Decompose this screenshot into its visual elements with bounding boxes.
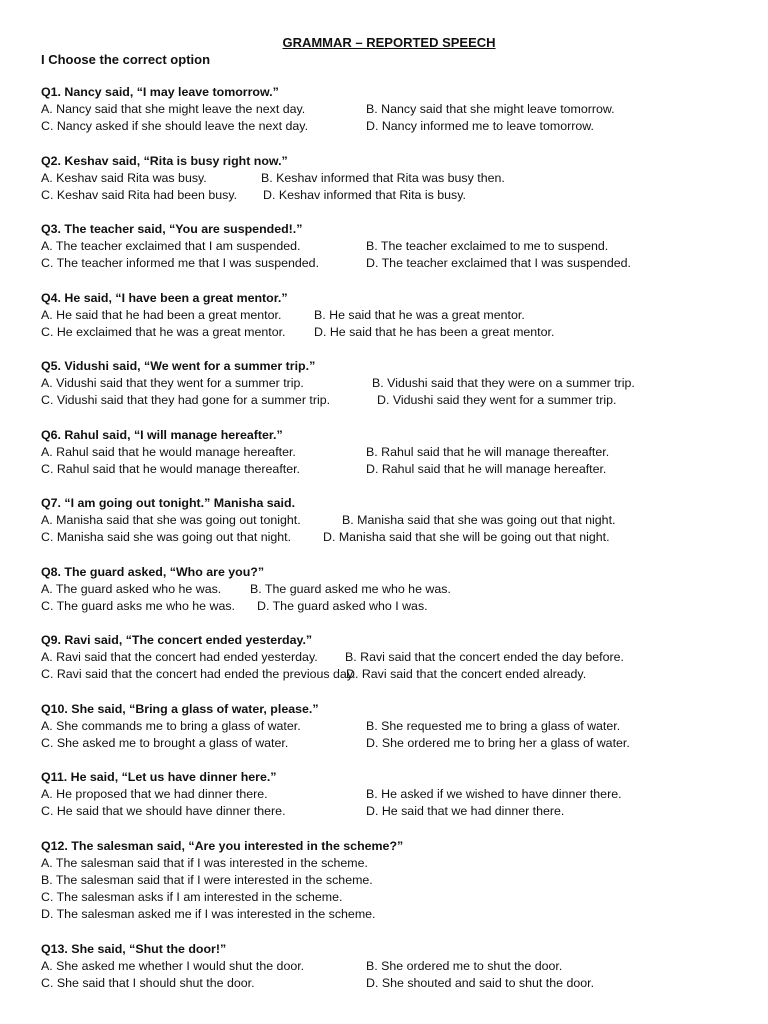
options-row: [41, 461, 741, 478]
options-row: [41, 666, 741, 683]
option-a: A. The teacher exclaimed that I am suspended.: [41, 239, 301, 254]
question-text: Q13. She said, “Shut the door!”: [41, 941, 227, 956]
option-c: C. She asked me to brought a glass of water.: [41, 735, 289, 750]
option-d: D. The salesman asked me if I was interested in the scheme.: [41, 907, 376, 922]
options-row: [41, 581, 741, 598]
option-d: D. She ordered me to bring her a glass of water.: [366, 735, 630, 750]
options-row: [41, 118, 741, 135]
options-row: [41, 187, 741, 204]
option-c: C. Ravi said that the concert had ended the previous day.: [41, 667, 356, 682]
option-c: C. The guard asks me who he was.: [41, 598, 235, 613]
option-c: C. The teacher informed me that I was suspended.: [41, 256, 320, 271]
options-row: [41, 375, 741, 392]
option-b: B. Vidushi said that they were on a summer trip.: [372, 376, 635, 391]
question-block: [41, 495, 741, 564]
options-row: [41, 735, 741, 752]
option-c: C. Rahul said that he would manage thereafter.: [41, 461, 300, 476]
options-row: [41, 255, 741, 272]
question-list: [41, 84, 741, 1009]
question-text: Q9. Ravi said, “The concert ended yesterday.”: [41, 633, 313, 647]
option-a: A. She asked me whether I would shut the door.: [41, 958, 305, 973]
question-block: [41, 427, 741, 496]
option-d: D. Ravi said that the concert ended already.: [346, 667, 587, 682]
question-block: [41, 290, 741, 359]
options-row: [41, 649, 741, 666]
options-row: [41, 975, 741, 992]
option-b: B. Nancy said that she might leave tomorrow.: [366, 102, 615, 117]
option-c: C. The salesman asks if I am interested in the scheme.: [41, 890, 343, 905]
question-text: Q3. The teacher said, “You are suspended!.”: [41, 222, 303, 236]
option-d: D. She shouted and said to shut the door.: [366, 975, 595, 990]
option-d: D. Manisha said that she will be going out that night.: [323, 530, 610, 545]
options-row: [41, 307, 741, 324]
option-c: C. Vidushi said that they had gone for a summer trip.: [41, 393, 331, 408]
question-text: Q12. The salesman said, “Are you interested in the scheme?”: [41, 838, 404, 853]
option-c: C. He said that we should have dinner there.: [41, 804, 286, 819]
option-b: B. He asked if we wished to have dinner there.: [366, 787, 622, 802]
option-b: B. The guard asked me who he was.: [250, 581, 451, 596]
options-row: [41, 324, 741, 341]
question-block: [41, 221, 741, 290]
options-row: [41, 512, 741, 529]
option-a: A. The guard asked who he was.: [41, 581, 222, 596]
option-b: B. Manisha said that she was going out that night.: [342, 513, 616, 528]
option-c: C. Manisha said she was going out that night.: [41, 530, 292, 545]
question-text: Q10. She said, “Bring a glass of water, please.”: [41, 701, 319, 716]
question-block: [41, 358, 741, 427]
option-a: A. Nancy said that she might leave the next day.: [41, 102, 306, 117]
worksheet-title: GRAMMAR – REPORTED SPEECH: [282, 35, 496, 50]
option-d: D. The teacher exclaimed that I was suspended.: [366, 256, 631, 271]
options-row: [41, 392, 741, 409]
option-a: A. Manisha said that she was going out tonight.: [41, 513, 301, 528]
option-d: D. Vidushi said they went for a summer trip.: [377, 393, 617, 408]
option-b: B. She ordered me to shut the door.: [366, 958, 563, 973]
options-row: [41, 101, 741, 118]
question-block: [41, 838, 741, 941]
option-c: C. Nancy asked if she should leave the next day.: [41, 119, 309, 134]
option-a: A. Ravi said that the concert had ended yesterday.: [41, 650, 318, 665]
option-a: A. The salesman said that if I was interested in the scheme.: [41, 855, 368, 870]
question-text: Q4. He said, “I have been a great mentor.”: [41, 290, 288, 305]
option-b: B. Ravi said that the concert ended the day before.: [345, 650, 624, 665]
option-a: A. Rahul said that he would manage hereafter.: [41, 444, 296, 459]
options-row: [41, 529, 741, 546]
option-d: D. Nancy informed me to leave tomorrow.: [366, 119, 594, 134]
option-d: D. He said that he has been a great mentor.: [314, 324, 555, 339]
question-text: Q11. He said, “Let us have dinner here.”: [41, 770, 277, 784]
question-text: Q6. Rahul said, “I will manage hereafter.”: [41, 427, 283, 442]
options-row: [41, 786, 741, 803]
options-row: [41, 444, 741, 461]
question-text: Q8. The guard asked, “Who are you?”: [41, 564, 265, 579]
options-row: [41, 238, 741, 255]
question-text: Q7. “I am going out tonight.” Manisha said.: [41, 496, 296, 510]
option-d: D. Keshav informed that Rita is busy.: [263, 187, 466, 202]
options-row: [41, 598, 741, 615]
question-block: [41, 632, 741, 701]
question-block: [41, 701, 741, 770]
option-d: D. He said that we had dinner there.: [366, 804, 565, 819]
question-block: [41, 941, 741, 1010]
option-b: B. Keshav informed that Rita was busy then.: [261, 170, 505, 185]
question-block: [41, 84, 741, 153]
section-instruction: I Choose the correct option: [41, 52, 211, 67]
option-c: C. She said that I should shut the door.: [41, 975, 255, 990]
question-text: Q2. Keshav said, “Rita is busy right now.”: [41, 153, 288, 168]
options-row: [41, 958, 741, 975]
option-a: A. Keshav said Rita was busy.: [41, 170, 207, 185]
options-row: [41, 803, 741, 820]
question-block: [41, 564, 741, 633]
option-a: A. He said that he had been a great mentor.: [41, 307, 282, 322]
question-block: [41, 153, 741, 222]
option-b: B. The salesman said that if I were interested in the scheme.: [41, 872, 373, 887]
option-b: B. He said that he was a great mentor.: [314, 307, 525, 322]
option-d: D. The guard asked who I was.: [257, 598, 428, 613]
option-d: D. Rahul said that he will manage hereafter.: [366, 461, 607, 476]
option-c: C. Keshav said Rita had been busy.: [41, 187, 238, 202]
question-block: [41, 769, 741, 838]
option-b: B. She requested me to bring a glass of water.: [366, 718, 621, 733]
question-text: Q5. Vidushi said, “We went for a summer trip.”: [41, 359, 316, 373]
options-row: [41, 170, 741, 187]
option-b: B. Rahul said that he will manage thereafter.: [366, 444, 610, 459]
option-b: B. The teacher exclaimed to me to suspend.: [366, 239, 609, 254]
option-a: A. She commands me to bring a glass of water.: [41, 718, 301, 733]
option-c: C. He exclaimed that he was a great mentor.: [41, 324, 286, 339]
question-text: Q1. Nancy said, “I may leave tomorrow.”: [41, 85, 279, 99]
option-a: A. Vidushi said that they went for a summer trip.: [41, 376, 304, 391]
option-a: A. He proposed that we had dinner there.: [41, 787, 268, 802]
options-row: [41, 718, 741, 735]
